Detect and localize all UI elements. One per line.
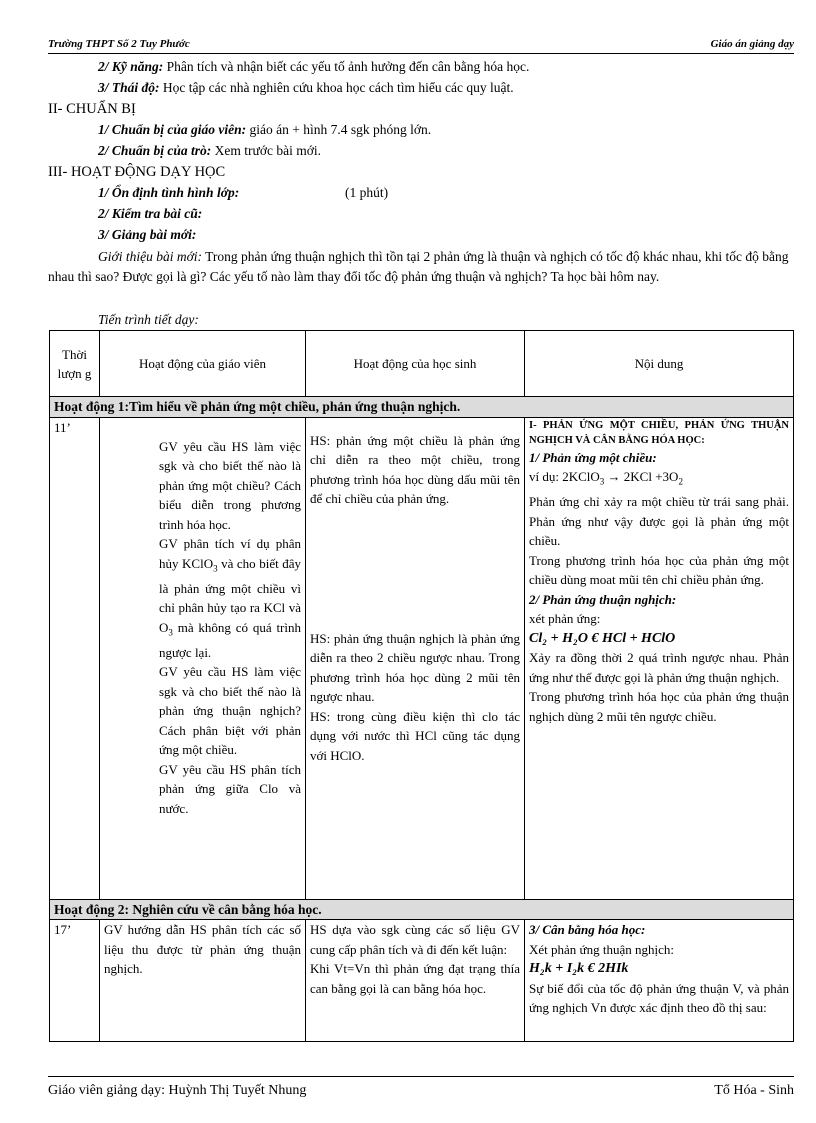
teach-label: 3/ Giảng bài mới: <box>98 227 197 242</box>
activity-2-content <box>525 920 794 1042</box>
progress-label: Tiến trình tiết dạy: <box>98 312 199 327</box>
check-label: 2/ Kiểm tra bài cũ: <box>98 206 203 221</box>
one-way-example <box>529 467 789 492</box>
activity-1-row <box>50 397 794 418</box>
footer-department: Tổ Hóa - Sinh <box>714 1083 794 1098</box>
student-prep-label: 2/ Chuẩn bị của trò: <box>98 143 212 158</box>
hydrogen-iodide-equation: H₂k + I₂k € 2HIk <box>529 961 629 976</box>
col-header-teacher: Hoạt động của giáo viên <box>100 331 306 397</box>
stabilize-line <box>98 184 239 202</box>
student-item: Khi Vt=Vn thì phản ứng đạt trạng thía can bằng gọi là can bằng hóa học. <box>310 961 520 996</box>
reversible-notation: Trong phương trình hóa học của phản ứng thuận nghịch dùng 2 mũi tên ngược chiều. <box>529 689 789 724</box>
activity-2-time: 17’ <box>50 920 100 1042</box>
reversible-consider: xét phản ứng: <box>529 611 601 627</box>
student-item: HS: phản ứng một chiều là phản ứng chỉ diễn ra theo một chiều, trong phương trình hóa học dùng dấu mũi tên để chỉ chiều của phản ứng. <box>310 432 520 506</box>
example-prefix: ví dụ: 2KClO <box>529 469 600 484</box>
activity-1-content-row <box>50 417 794 899</box>
col-header-student: Hoạt động của học sinh <box>306 331 525 397</box>
example-products: 2KCl +3O <box>620 469 679 484</box>
reversible-desc: Xảy ra đồng thời 2 quá trình ngược nhau. Phản ứng như thế được gọi là phản ứng thuận nghịch. <box>529 650 789 685</box>
lesson-table <box>49 330 794 1042</box>
activity-2-content-row <box>50 920 794 1042</box>
one-way-desc: Phản ứng chỉ xảy ra một chiều từ trái sang phải. Phản ứng như vậy được gọi là phản ứng một chiều. <box>529 494 789 549</box>
attitude-text: Học tập các nhà nghiên cứu khoa học cách tìm hiểu các quy luật. <box>159 80 514 95</box>
teacher-item: GV yêu cầu HS làm việc sgk và cho biết thế nào là phản ứng một chiều? Cách biểu diễn trong phương trình hóa học. <box>159 438 301 532</box>
activity-2-row <box>50 899 794 920</box>
student-prep-text: Xem trước bài mới. <box>211 143 321 158</box>
example-sub: 3 <box>599 476 605 487</box>
activity-2-student <box>306 920 525 1042</box>
one-way-heading: 1/ Phản ứng một chiều: <box>529 449 657 465</box>
example-sub: 2 <box>678 476 683 487</box>
skills-label: 2/ Kỹ năng: <box>98 59 164 74</box>
skills-text: Phân tích và nhận biết các yếu tố ảnh hưởng đến cân bằng hóa học. <box>163 59 530 74</box>
section-3-title: III- HOẠT ĐỘNG DẠY HỌC <box>48 164 226 180</box>
activity-2-title: Hoạt động 2: Nghiên cứu về cân bằng hóa học. <box>50 899 794 920</box>
reversible-heading: 2/ Phản ứng thuận nghịch: <box>529 591 677 607</box>
teacher-item: GV yêu cầu HS làm việc sgk và cho biết thế nào là phản ứng thuận nghịch? Cách phân biệt với phản ứng một chiều. <box>159 664 301 758</box>
activity-2-teacher: GV hướng dẫn HS phân tích các số liệu thu được từ phản ứng thuận nghịch. <box>100 920 306 1042</box>
teacher-prep-text: giáo án + hình 7.4 sgk phóng lớn. <box>246 122 432 137</box>
page-header <box>48 38 794 54</box>
intro-paragraph <box>48 247 793 286</box>
activity-1-time: 11’ <box>50 417 100 899</box>
attitude-line <box>98 79 514 97</box>
section-i-caption: I- PHẢN ỨNG MỘT CHIỀU, PHẢN ỨNG THUẬN NGHỊCH VÀ CÂN BẰNG HÓA HỌC: <box>529 419 789 446</box>
one-way-notation: Trong phương trình hóa học của phản ứng một chiều dùng moat mũi tên chỉ chiều phản ứng. <box>529 552 789 588</box>
teacher-prep-label: 1/ Chuẩn bị của giáo viên: <box>98 122 247 137</box>
header-school: Trường THPT Số 2 Tuy Phước <box>48 38 190 50</box>
equilibrium-desc: Sự biế đổi của tốc độ phản ứng thuận V, và phản ứng nghịch Vn được xác định theo đồ thị sau: <box>529 980 789 1015</box>
footer-teacher: Giáo viên giảng dạy: Huỳnh Thị Tuyết Nhung <box>48 1083 307 1098</box>
activity-1-student <box>306 417 525 899</box>
student-prep-line <box>98 142 321 160</box>
teacher-item: GV yêu cầu HS phân tích phản ứng giữa Clo và nước. <box>159 761 301 816</box>
intro-text: Trong phản ứng thuận nghịch thì tồn tại 2 phản ứng là thuận và nghịch có tốc độ khác nhau, khi tốc độ bằng nhau thì sao? Được gọi là gì? Các yếu tố nào làm thay đổi tốc độ phản ứng thuận và nghịch? Ta học bài hôm nay. <box>48 249 789 284</box>
stabilize-label: 1/ Ổn định tình hình lớp: <box>98 185 240 200</box>
equilibrium-heading: 3/ Cân bằng hóa học: <box>529 922 646 937</box>
col-header-content: Nội dung <box>525 331 794 397</box>
header-doc-type: Giáo án giảng dạy <box>710 38 794 50</box>
teacher-item: GV phân tích ví dụ phân hủy KClO$_3$ và cho biết đây là phản ứng một chiều vì chỉ phân hủy tạo ra KCl và $O_3$ mà không có quá trình ngược lại. <box>159 536 301 660</box>
attitude-label: 3/ Thái độ: <box>98 80 160 95</box>
student-item: HS: phản ứng thuận nghịch là phản ứng diễn ra theo 2 chiều ngược nhau. Trong phương trình hóa học dùng 2 mũi tên ngược nhau. <box>310 630 520 704</box>
activity-1-content <box>525 417 794 899</box>
intro-label: Giới thiệu bài mới: <box>98 249 203 264</box>
student-item: HS: trong cùng điều kiện thì clo tác dụng với nước thì HCl cũng tác dụng với HClO. <box>310 708 520 763</box>
col-header-time: Thời lượn g <box>50 331 100 397</box>
activity-1-title: Hoạt động 1:Tìm hiểu về phản ứng một chiều, phản ứng thuận nghịch. <box>50 397 794 418</box>
chlorine-equation: Cl₂ + H₂O € HCl + HClO <box>529 630 676 646</box>
student-item: HS dựa vào sgk cùng các số liệu GV cung cấp phân tích và đi đến kết luận: <box>310 922 520 957</box>
teacher-prep-line <box>98 121 431 139</box>
skills-line <box>98 58 529 76</box>
stabilize-time: (1 phút) <box>345 185 389 200</box>
section-2-title: II- CHUẨN BỊ <box>48 101 136 117</box>
equilibrium-consider: Xét phản ứng thuận nghịch: <box>529 941 674 957</box>
table-header-row <box>50 331 794 397</box>
arrow-icon: → <box>607 469 621 484</box>
page-footer <box>48 1076 794 1098</box>
activity-1-teacher <box>100 417 306 899</box>
